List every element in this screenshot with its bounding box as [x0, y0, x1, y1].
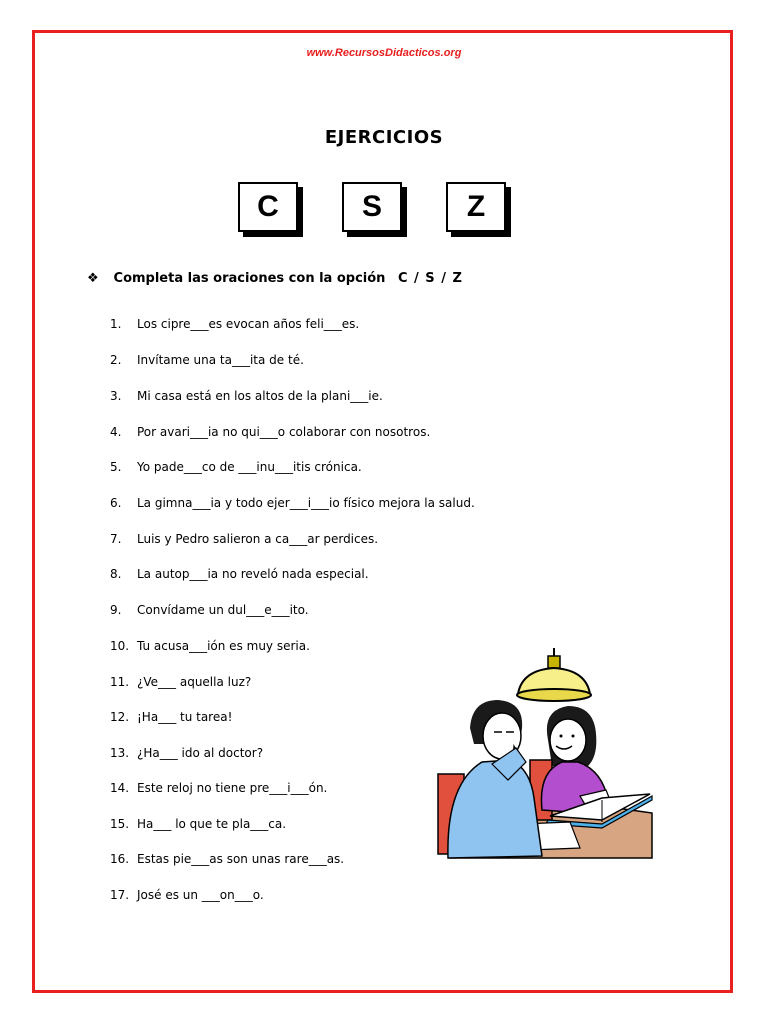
- exercise-number: 14.: [110, 781, 130, 795]
- exercise-number: 1.: [110, 317, 122, 331]
- exercise-number: 3.: [110, 389, 122, 403]
- instruction-text: Completa las oraciones con la opción: [113, 271, 386, 286]
- exercise-text: Los cipre___es evocan años feli___es.: [137, 317, 360, 331]
- exercise-number: 16.: [110, 852, 130, 866]
- ceiling-lamp-icon: [517, 648, 591, 701]
- exercise-number: 5.: [110, 460, 122, 474]
- exercise-number: 6.: [110, 496, 122, 510]
- exercise-text: La autop___ia no reveló nada especial.: [137, 567, 369, 581]
- website-link[interactable]: www.RecursosDidacticos.org: [306, 47, 462, 59]
- exercise-number: 9.: [110, 603, 122, 617]
- exercise-number: 11.: [110, 675, 130, 689]
- letter-box-c: C: [238, 182, 298, 232]
- instruction-options: C / S / Z: [397, 271, 463, 286]
- diamond-bullet-icon: ❖: [87, 271, 99, 286]
- exercise-text: Por avari___ia no qui___o colaborar con nosotros.: [137, 425, 431, 439]
- exercise-number: 7.: [110, 532, 122, 546]
- exercise-text: La gimna___ia y todo ejer___i___io físico mejora la salud.: [137, 496, 475, 510]
- exercise-number: 10.: [110, 639, 130, 653]
- letter-box-s: S: [342, 182, 402, 232]
- studying-illustration: [430, 648, 655, 860]
- letter-box-z: Z: [446, 182, 506, 232]
- exercise-number: 15.: [110, 817, 130, 831]
- exercise-text: Luis y Pedro salieron a ca___ar perdices.: [137, 532, 379, 546]
- exercise-text: Mi casa está en los altos de la plani___ie.: [137, 389, 383, 403]
- exercise-text: Invítame una ta___ita de té.: [137, 353, 304, 367]
- exercise-number: 4.: [110, 425, 122, 439]
- boy-figure: [438, 700, 542, 858]
- exercise-number: 12.: [110, 710, 130, 724]
- exercise-text: Convídame un dul___e___ito.: [137, 603, 309, 617]
- page-title: EJERCICIOS: [324, 127, 444, 148]
- exercise-text: Estas pie___as son unas rare___as.: [137, 852, 345, 866]
- exercise-number: 13.: [110, 746, 130, 760]
- exercise-number: 17.: [110, 888, 130, 902]
- exercise-text: Ha___ lo que te pla___ca.: [137, 817, 287, 831]
- exercise-text: ¿Ve___ aquella luz?: [137, 675, 252, 689]
- exercise-number: 8.: [110, 567, 122, 581]
- exercise-text: ¿Ha___ ido al doctor?: [137, 746, 264, 760]
- exercise-text: José es un ___on___o.: [137, 888, 264, 902]
- exercise-text: Tu acusa___ión es muy seria.: [137, 639, 310, 653]
- exercise-text: ¡Ha___ tu tarea!: [137, 710, 233, 724]
- exercise-text: Yo pade___co de ___inu___itis crónica.: [137, 460, 362, 474]
- exercise-number: 2.: [110, 353, 122, 367]
- instruction: [87, 271, 463, 286]
- exercise-text: Este reloj no tiene pre___i___ón.: [137, 781, 328, 795]
